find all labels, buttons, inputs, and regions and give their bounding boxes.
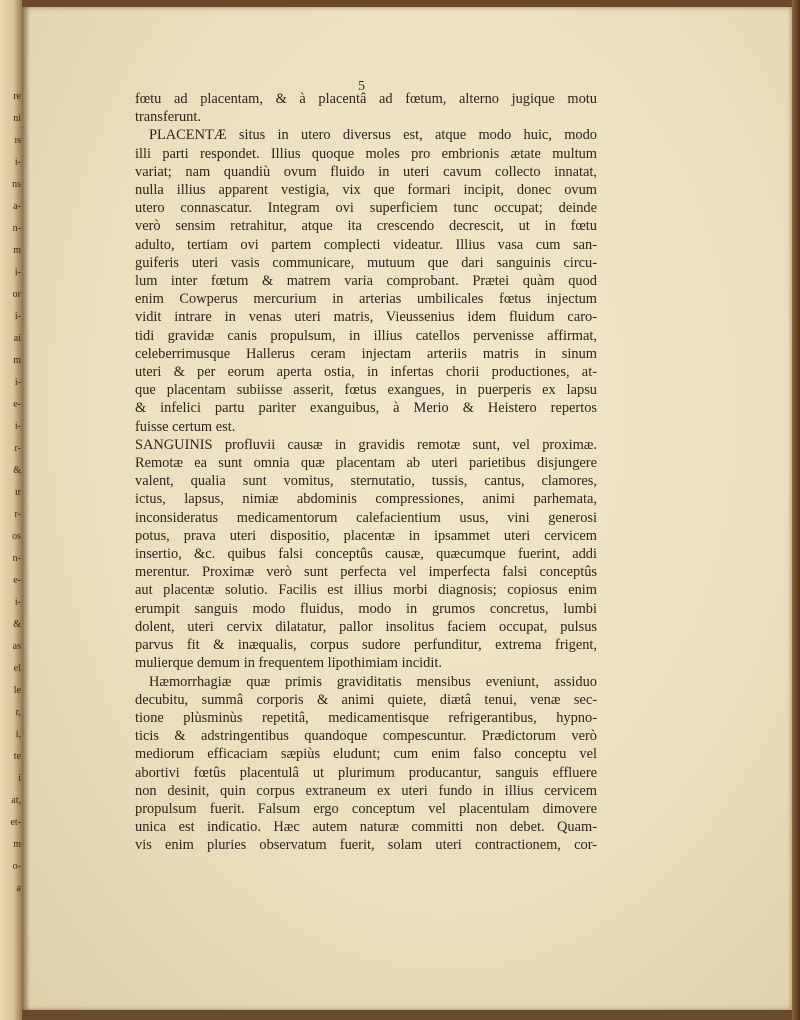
text-line: illi parti respondet. Illius quoque moles pro embrionis ætate multum [135, 145, 597, 162]
text-line: Remotæ ea sunt omnia quæ placentam ab uteri parietibus disjungere [135, 455, 597, 472]
text-line: Hæmorrhagiæ quæ primis graviditatis mensibus eveniunt, assiduo [149, 673, 597, 690]
facing-page-fragment: ns [12, 179, 21, 190]
text-line: tidi gravidæ canis propulsum, in illius catellos pervenisse affirmat, [135, 327, 597, 344]
text-line: dolent, uteri cervix dilatatur, pallor insolitus faciem occupat, pulsus [135, 618, 597, 635]
facing-page-fragment: r- [14, 509, 21, 520]
text-line: potus, prava uteri dispositio, placentæ in ipsammet uteri cervicem [135, 527, 597, 544]
text-line: enim Cowperus mercurium in arterias umbilicales fœtus injectum [135, 291, 597, 308]
facing-page-fragment: a [16, 883, 21, 894]
text-line: PLACENTÆ situs in utero diversus est, atque modo huic, modo [149, 127, 597, 144]
facing-page-fragment: m [13, 355, 21, 366]
text-line: parvus fit & inæqualis, corpus sudore perfunditur, extrema frigent, [135, 637, 597, 654]
text-line: utero connascatur. Integram ovi superficiem tunc occupat; deinde [135, 200, 597, 217]
facing-page-fragment: i- [14, 311, 21, 322]
text-line: celeberrimusque Hallerus ceram injectam arteriis matris in sinum [135, 345, 597, 362]
text-line: variat; nam quandiù ovum fluido in uteri cavum collecto innatat, [135, 163, 597, 180]
text-line: SANGUINIS profluvii causæ in gravidis remotæ sunt, vel proximæ. [135, 436, 597, 453]
facing-page-fragment: e- [13, 399, 21, 410]
text-line: erumpit sanguis modo fluidus, modo in grumos concretus, lumbi [135, 600, 597, 617]
text-line: non desinit, quin corpus extraneum ex uteri fundo in illius cervicem [135, 782, 597, 799]
facing-page-fragment: n- [12, 223, 21, 234]
text-line: nulla illius apparent vestigia, vix que formari incipit, donec ovum [135, 182, 597, 199]
facing-page-edge [0, 0, 22, 1020]
text-line: que placentam subiisse asserit, fœtus exangues, in puerperis ex lapsu [135, 382, 597, 399]
facing-page-fragment: i- [14, 597, 21, 608]
text-line: transferunt. [135, 109, 201, 126]
facing-page-fragment: n- [12, 553, 21, 564]
text-line: fœtu ad placentam, & à placentâ ad fœtum, alterno jugique motu [135, 91, 597, 107]
text-line: ticis & adstringentibus quandoque compescuntur. Prædictorum verò [135, 728, 597, 745]
text-line: mediorum efficaciam sæpiùs eludunt; cum enim falso conceptu vel [135, 746, 597, 763]
paragraph-haemorrhagiae [135, 673, 597, 855]
paragraph-placentae [135, 126, 597, 435]
text-line: tione plùsminùs repetitâ, medicamentisque refrigerantibus, hypno- [135, 709, 597, 726]
facing-page-fragment: i- [14, 267, 21, 278]
facing-page-fragment: ai [13, 333, 21, 344]
text-line: vidit intrare in venas uteri matris, Vieussenius idem fluidum caro- [135, 309, 597, 326]
text-line: adulto, tertiam ovi partem complecti videatur. Illius vasa cum san- [135, 236, 597, 253]
facing-page-fragment: ır [14, 487, 21, 498]
facing-page-fragment: re [13, 91, 21, 102]
facing-page-fragment: & [13, 465, 21, 476]
page-number: 5 [358, 79, 365, 94]
facing-page-fragment: r- [14, 443, 21, 454]
text-line: merentur. Proximæ verò sunt perfecta vel imperfecta falsi conceptûs [135, 564, 597, 581]
text-line: unica est indicatio. Hæc autem naturæ committi non debet. Quam- [135, 819, 597, 836]
text-line: mulierque demum in frequentem lipothimiam incidit. [135, 655, 442, 672]
text-line: decubitu, summâ corporis & animi quiete, diætâ tenui, venæ sec- [135, 691, 597, 708]
facing-page-fragment: m [13, 245, 21, 256]
page-gutter-shadow [22, 7, 30, 1010]
facing-page-fragment: m [13, 839, 21, 850]
page-right-edge [792, 0, 800, 1020]
facing-page-fragment: i, [15, 729, 21, 740]
facing-page-fragment: i- [14, 421, 21, 432]
facing-page-fragment: or [12, 289, 21, 300]
text-line: guiferis uteri vasis communicare, mutuum que dari sanguinis circu- [135, 254, 597, 271]
facing-page-fragment: e- [13, 575, 21, 586]
facing-page-fragment: te [13, 751, 21, 762]
text-line: vis enim pluries observatum fuerit, solam uteri contractionem, cor- [135, 837, 597, 854]
facing-page-fragment: i- [14, 157, 21, 168]
text-line: insertio, &c. quibus falsi conceptûs causæ, quæcumque fuerint, addi [135, 546, 597, 563]
paragraph-intro [135, 90, 597, 126]
text-line: valent, qualia sunt vomitus, sternutatio, tussis, cantus, clamores, [135, 473, 597, 490]
facing-page-fragment: o- [12, 861, 21, 872]
text-line: fuisse certum est. [135, 418, 236, 435]
facing-page-fragment: i [18, 773, 21, 784]
text-line: inconsideratus medicamentorum calefacientium usus, vini generosi [135, 509, 597, 526]
facing-page-fragment: ni [13, 113, 21, 124]
text-line: abortivi fœtûs placentulâ ut plurimum producantur, sanguis effluere [135, 764, 597, 781]
facing-page-fragment: & [13, 619, 21, 630]
facing-page-fragment: et- [10, 817, 21, 828]
facing-page-fragment: a- [13, 201, 21, 212]
facing-page-fragment: el [13, 663, 21, 674]
text-line: lum inter fœtum & matrem varia comprobant. Prætei quàm quod [135, 273, 597, 290]
facing-page-fragment: at, [11, 795, 21, 806]
facing-page-fragment: os [12, 531, 21, 542]
text-line: aut placentæ solutio. Facilis est illius morbi diagnosis; copiosus enim [135, 582, 597, 599]
paragraph-sanguinis [135, 436, 597, 673]
facing-page-fragment: i- [14, 377, 21, 388]
text-line: propulsum fuerit. Falsum ergo conceptum vel placentulam dimovere [135, 800, 597, 817]
text-line: ictus, lapsus, nimiæ abdominis compressiones, animi parhemata, [135, 491, 597, 508]
facing-page-fragment: as [12, 641, 21, 652]
text-line: uteri & per eorum aperta ostia, in infertas chorii productiones, at- [135, 364, 597, 381]
body-text [135, 90, 597, 855]
text-line: verò sensim retrahitur, atque ita crescendo decrescit, ut in fœtu [135, 218, 597, 235]
facing-page-fragment: r, [15, 707, 21, 718]
text-line: & infelici partu pariter exanguibus, à Merio & Heistero repertos [135, 400, 597, 417]
facing-page-fragment: le [13, 685, 21, 696]
facing-page-fragment: ıs [14, 135, 21, 146]
